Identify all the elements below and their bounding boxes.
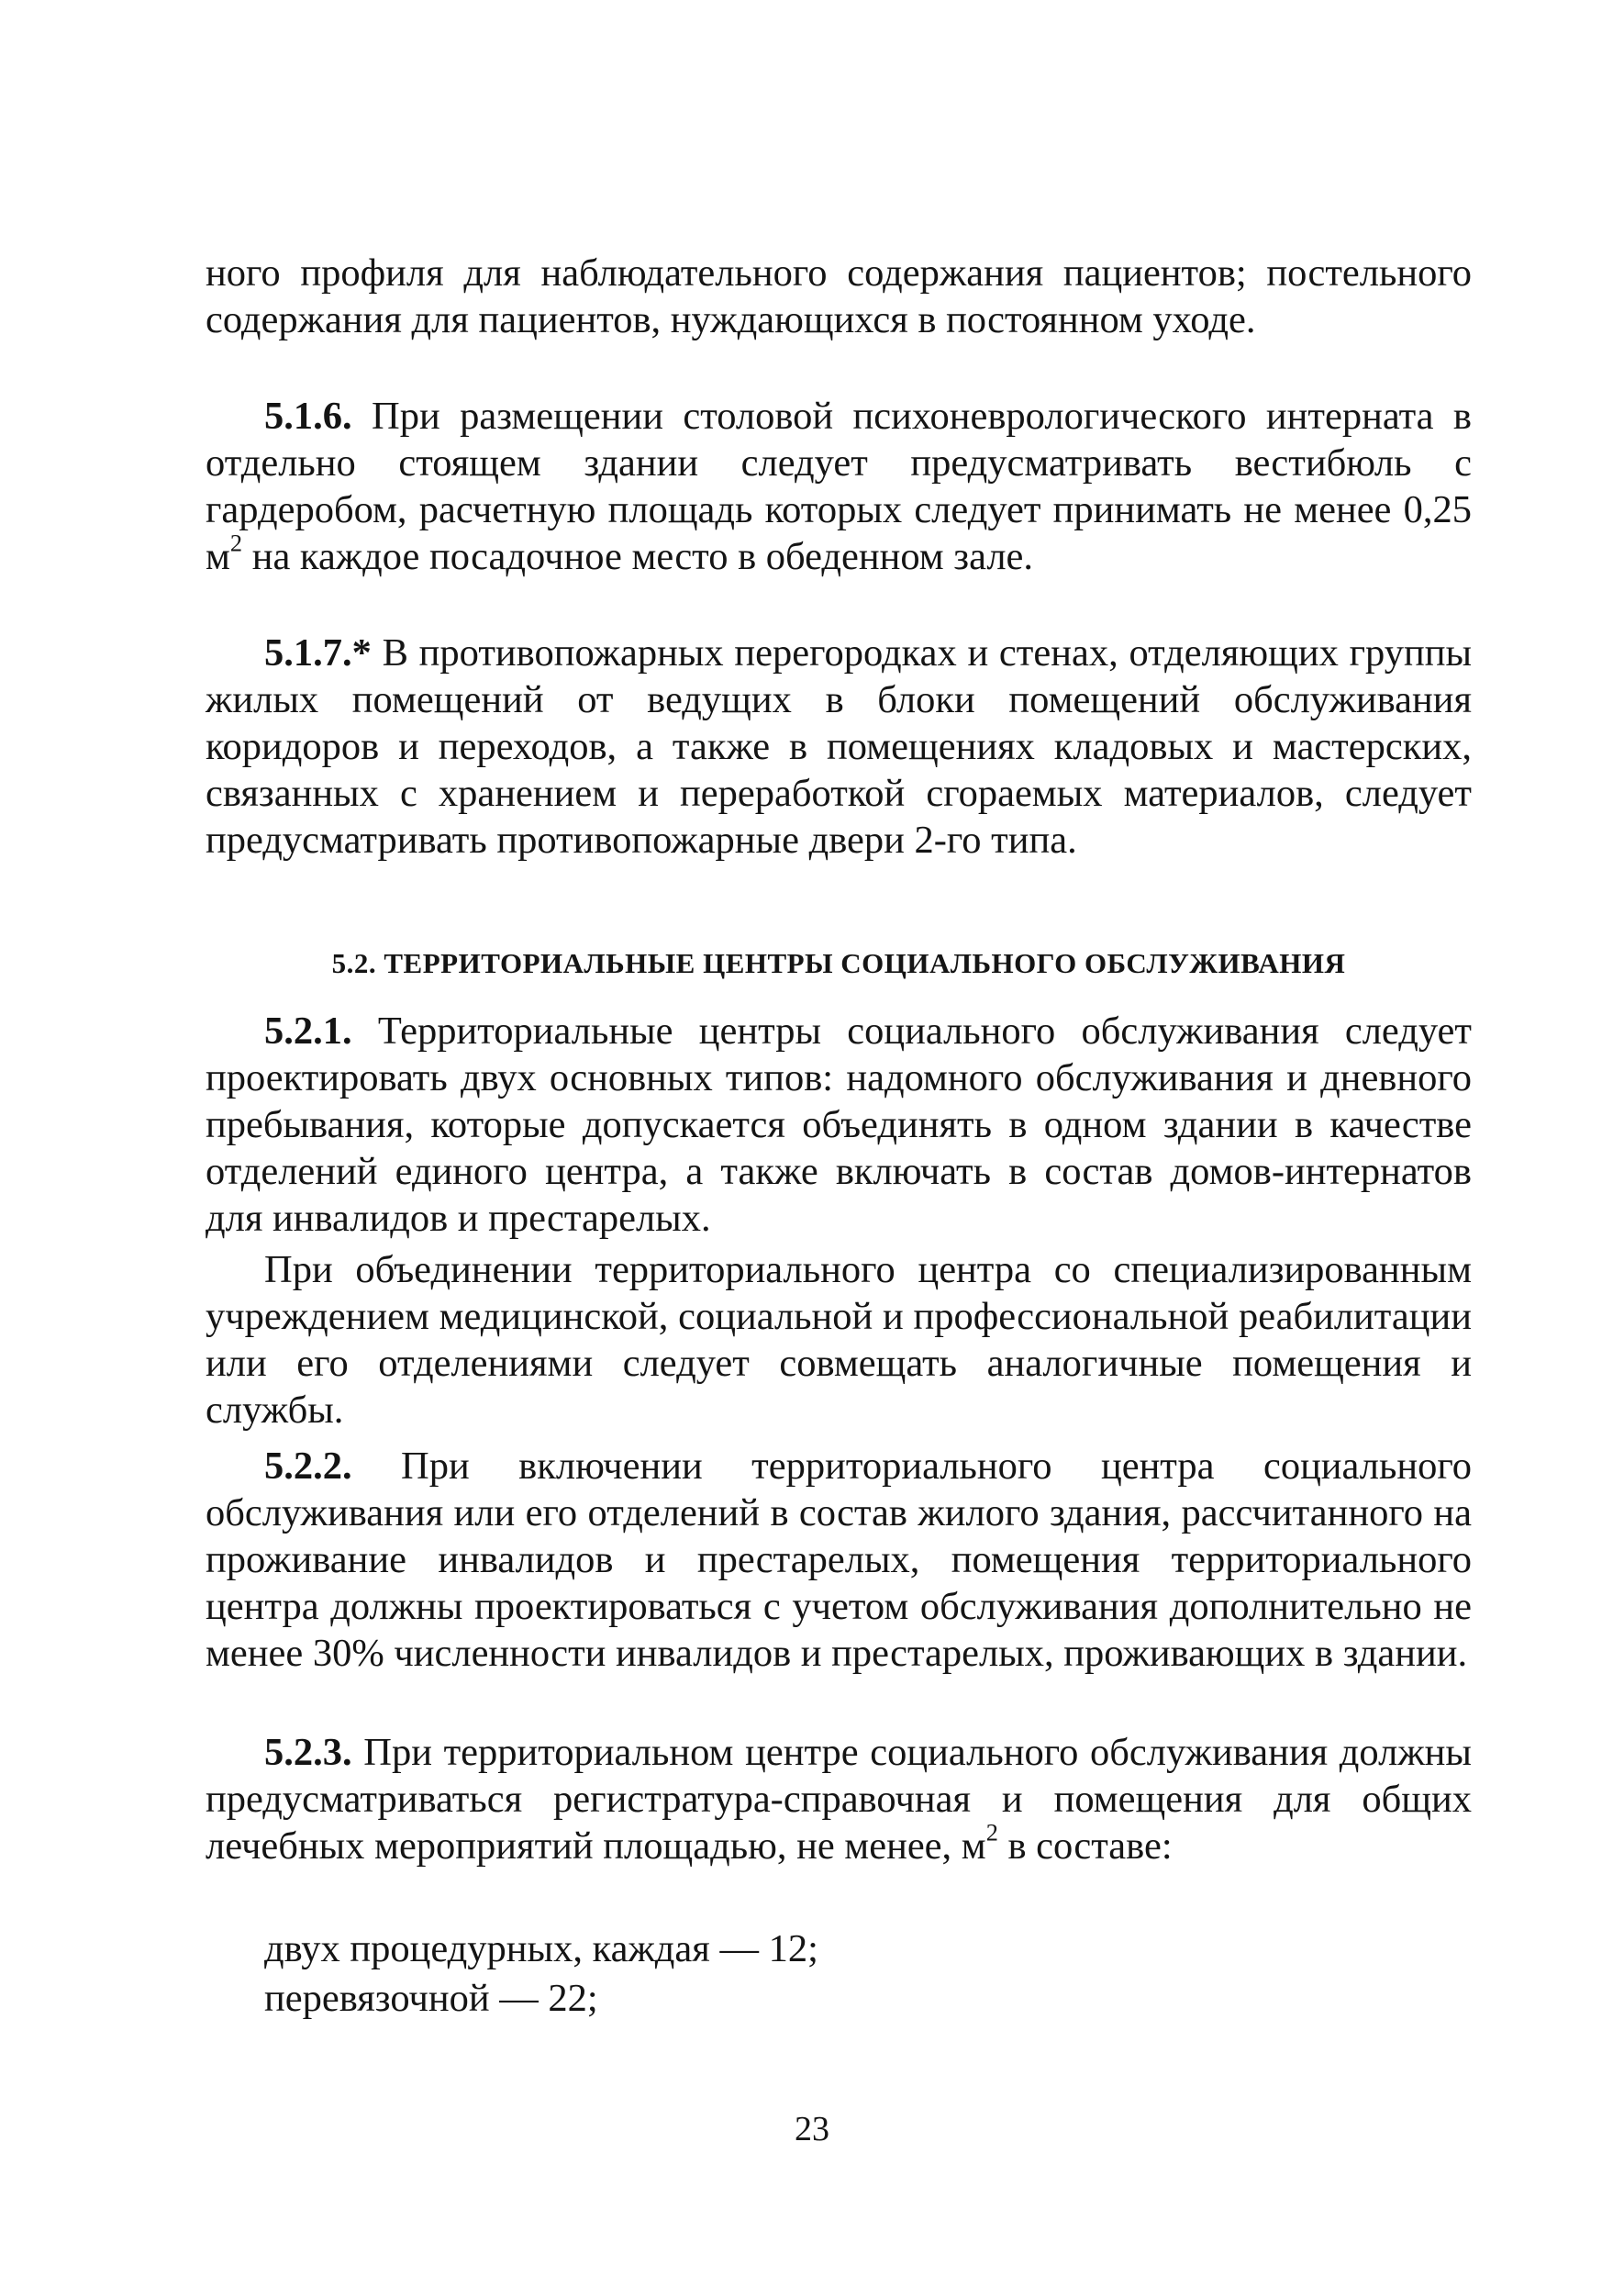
clause-text: При включении территориального центра социального обслуживания или его отделений в состав жилого здания, рассчитанного на проживание инвалидов и престарелых, помещения территориального центра должны проектироваться с учетом обслуживания дополнительно не менее 30% численности инвалидов и престарелых, проживающих в здании.: [206, 1445, 1472, 1675]
clause-5-2-3: [206, 1729, 1472, 1869]
clause-text: При размещении столовой психоневрологического интерната в отдельно стоящем здании следует предусматривать вестибюль с гардеробом, расчетную площадь которых следует принимать не менее 0,25 м: [206, 395, 1472, 578]
superscript: 2: [985, 1819, 998, 1846]
clause-number: 5.2.3.: [264, 1731, 352, 1774]
clause-5-2-2: [206, 1443, 1472, 1677]
clause-text: на каждое посадочное место в обеденном зале.: [242, 535, 1034, 578]
list-item: перевязочной — 22;: [264, 1977, 598, 2020]
page-number: 23: [795, 2110, 829, 2148]
list-item: двух процедурных, каждая — 12;: [264, 1927, 818, 1970]
clause-text: В противопожарных перегородках и стенах, отделяющих группы жилых помещений от ведущих в блоки помещений обслуживания коридоров и переходов, а также в помещениях кладовых и мастерских, связанных с хранением и переработкой сгораемых материалов, следует предусматривать противопожарные двери 2-го типа.: [206, 631, 1472, 862]
clause-5-1-6: [206, 393, 1472, 580]
clause-number: 5.1.6.: [264, 395, 352, 438]
clause-text: в составе:: [997, 1824, 1173, 1868]
clause-number: 5.2.2.: [264, 1445, 352, 1488]
clause-number: 5.2.1.: [264, 1010, 352, 1053]
superscript: 2: [229, 530, 243, 557]
section-heading: 5.2. ТЕРРИТОРИАЛЬНЫЕ ЦЕНТРЫ СОЦИАЛЬНОГО ОБСЛУЖИВАНИЯ: [331, 947, 1346, 979]
clause-5-2-1: [206, 1008, 1472, 1242]
clause-5-1-7: [206, 630, 1472, 864]
paragraph-5-2-1-continued: [206, 1246, 1472, 1434]
paragraph-text: При объединении территориального центра со специализированным учреждением медицинской, социальной и профессиональной реабилитации или его отделениями следует совмещать аналогичные помещения и службы.: [206, 1248, 1472, 1432]
paragraph-text: ного профиля для наблюдательного содержания пациентов; постельного содержания для пациентов, нуждающихся в постоянном уходе.: [206, 251, 1472, 341]
clause-number: 5.1.7.*: [264, 631, 372, 675]
paragraph-continuation: [206, 250, 1472, 343]
clause-text: При территориальном центре социального обслуживания должны предусматриваться регистратура-справочная и помещения для общих лечебных мероприятий площадью, не менее, м: [206, 1731, 1472, 1868]
clause-text: Территориальные центры социального обслуживания следует проектировать двух основных типов: надомного обслуживания и дневного пребывания, которые допускается объединять в одном здании в качестве отделений единого центра, а также включать в состав домов-интернатов для инвалидов и престарелых.: [206, 1010, 1472, 1240]
